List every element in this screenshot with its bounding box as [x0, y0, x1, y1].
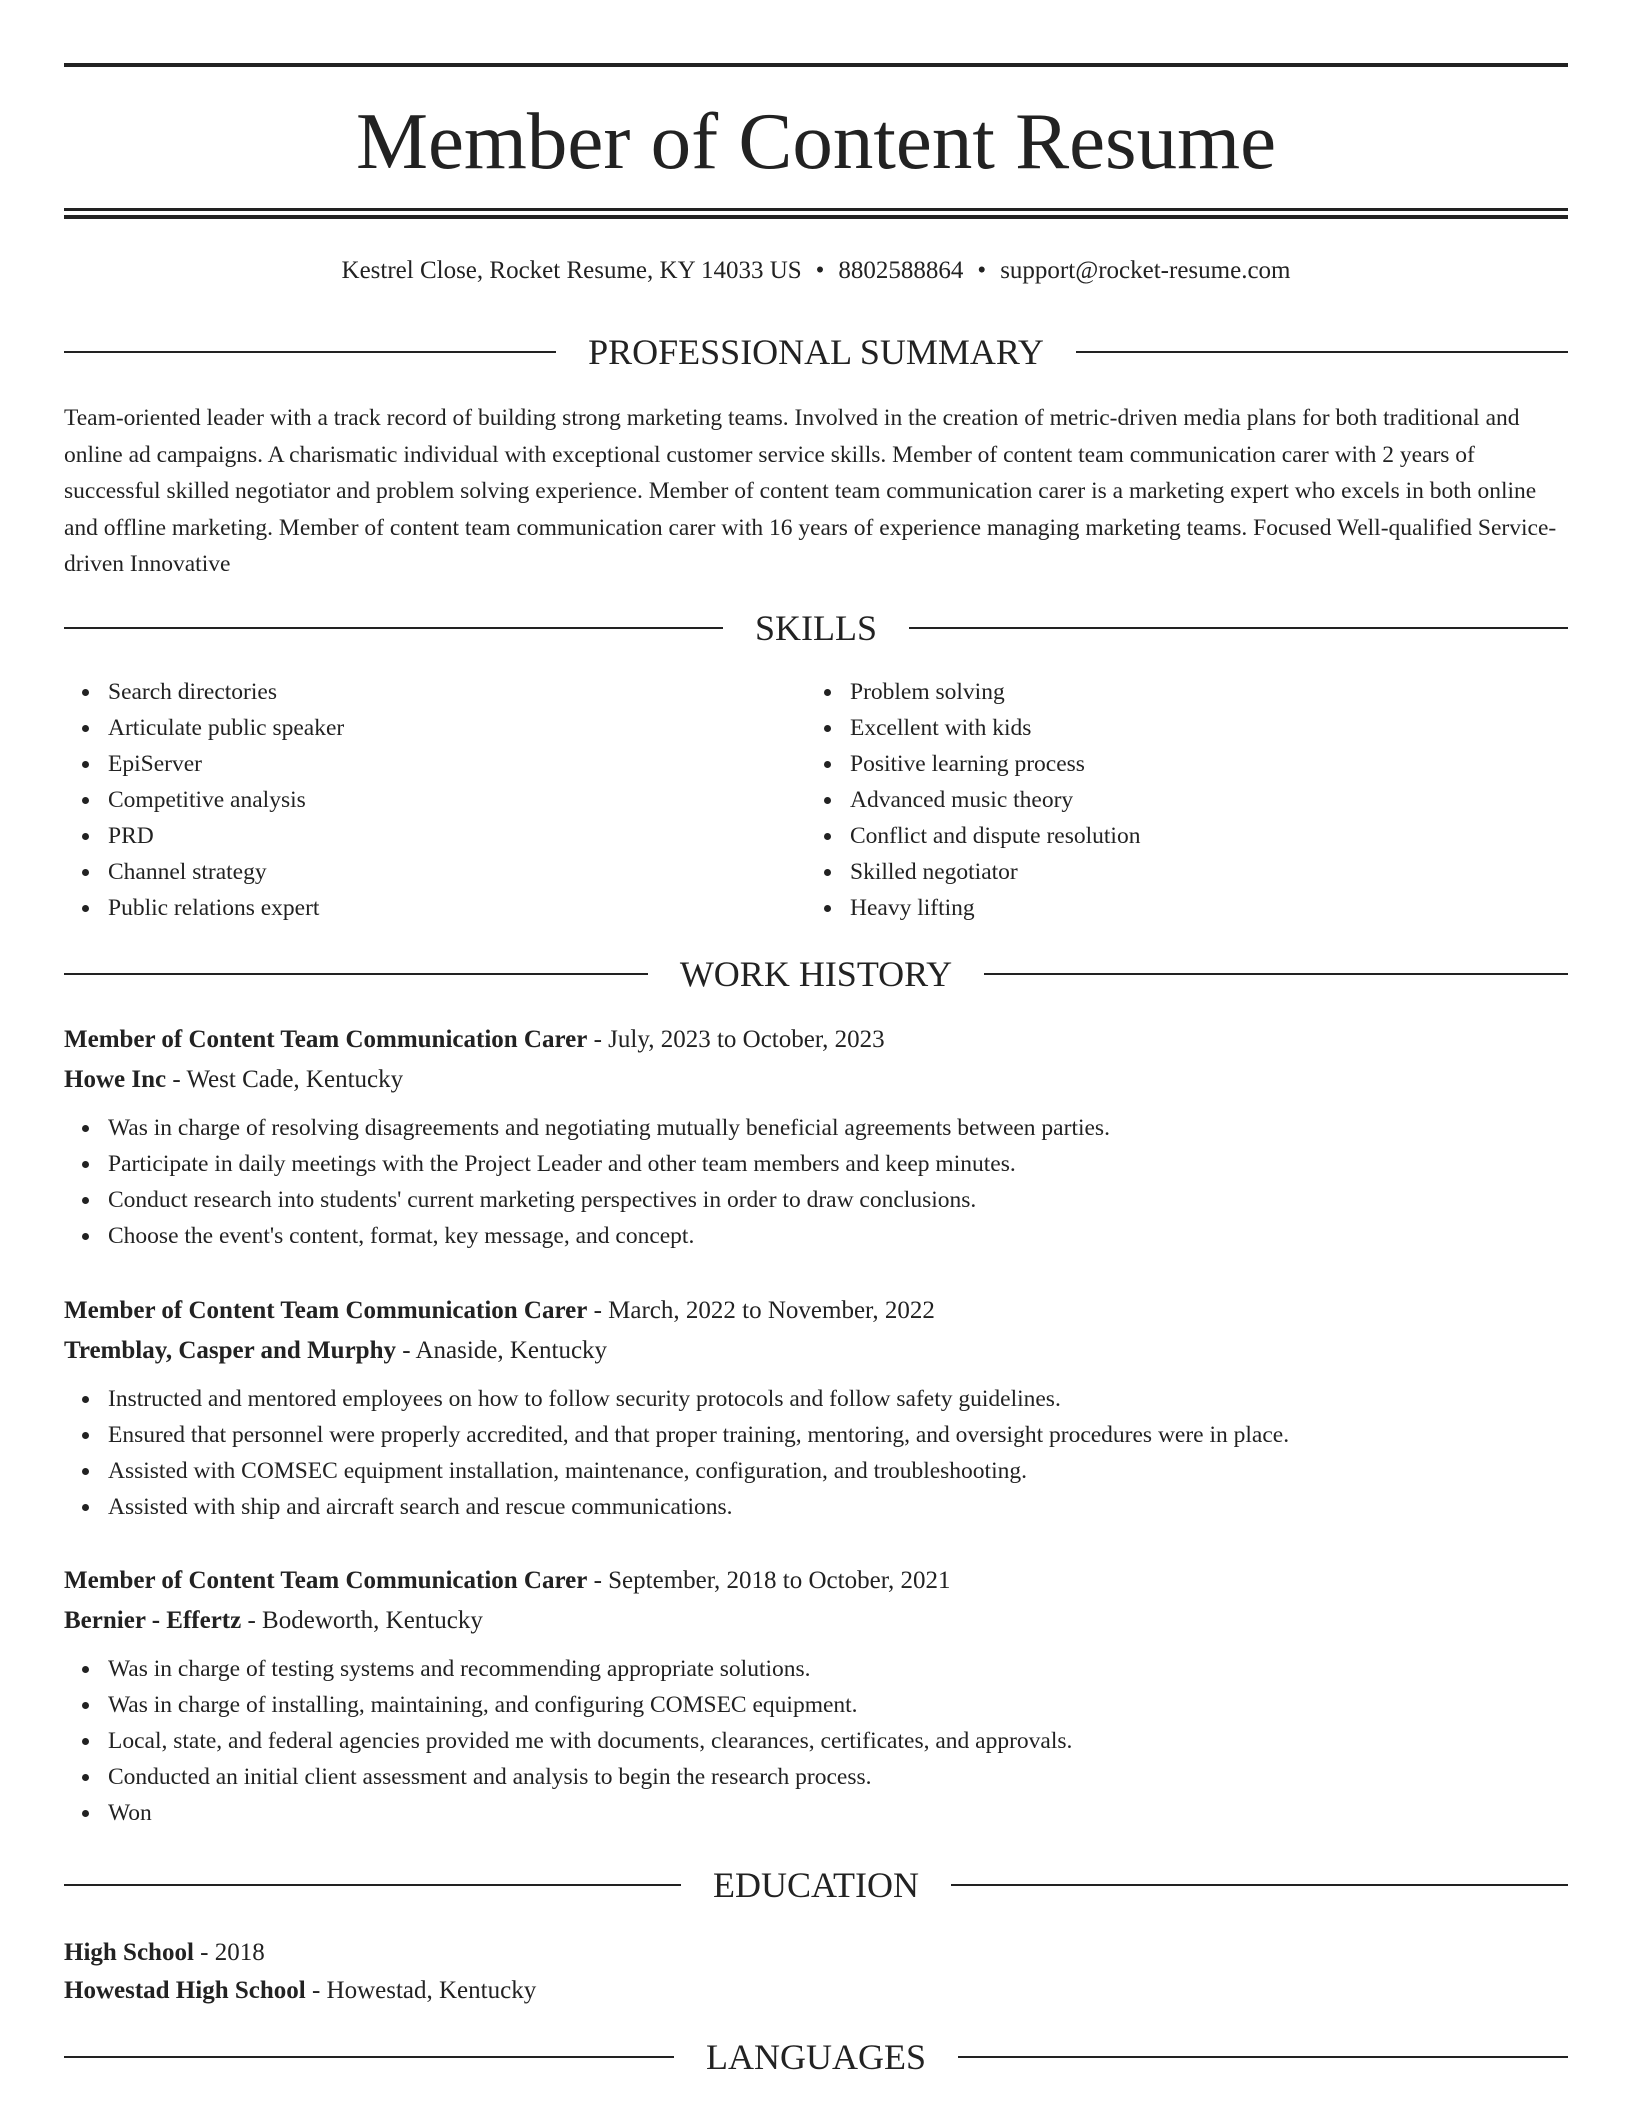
job-company: Bernier - Effertz — [64, 1607, 242, 1634]
job-entry — [64, 1020, 1568, 1254]
job-bullet: Conduct research into students' current marketing perspectives in order to draw conclusions. — [64, 1182, 1568, 1218]
contact-line — [64, 254, 1568, 288]
job-bullets — [64, 1651, 1568, 1831]
job-entry — [64, 1291, 1568, 1525]
section-heading: LANGUAGES — [706, 2037, 926, 2077]
contact-separator: • — [815, 257, 825, 284]
skill-item: Positive learning process — [806, 746, 1548, 782]
contact-separator: • — [977, 257, 987, 284]
section-rule — [64, 2056, 674, 2058]
resume-title: Member of Content Resume — [355, 96, 1277, 186]
section-rule — [64, 1884, 681, 1886]
section-work-history — [64, 952, 1568, 996]
skill-item: Advanced music theory — [806, 782, 1548, 818]
skills-column-left — [64, 674, 806, 926]
job-bullet: Was in charge of resolving disagreements and negotiating mutually beneficial agreements between parties. — [64, 1110, 1568, 1146]
skill-item: Problem solving — [806, 674, 1548, 710]
job-title: Member of Content Team Communication Carer — [64, 1297, 588, 1324]
job-bullet: Conducted an initial client assessment and analysis to begin the research process. — [64, 1759, 1568, 1795]
section-heading: PROFESSIONAL SUMMARY — [588, 332, 1044, 372]
contact-email[interactable]: support@rocket-resume.com — [1000, 257, 1291, 284]
contact-address: Kestrel Close, Rocket Resume, KY 14033 US — [341, 257, 802, 284]
job-bullet: Was in charge of installing, maintaining, and configuring COMSEC equipment. — [64, 1687, 1568, 1723]
job-bullet: Won — [64, 1795, 1568, 1831]
skill-item: Public relations expert — [64, 890, 806, 926]
section-rule — [984, 973, 1568, 975]
job-location: - West Cade, Kentucky — [166, 1066, 404, 1093]
job-bullet: Ensured that personnel were properly accredited, and that proper training, mentoring, and oversight procedures were in place. — [64, 1417, 1568, 1453]
section-education — [64, 1863, 1568, 1907]
job-dates: - July, 2023 to October, 2023 — [587, 1026, 885, 1053]
job-dates: - March, 2022 to November, 2022 — [587, 1297, 935, 1324]
section-rule — [1076, 351, 1568, 353]
section-heading: EDUCATION — [713, 1865, 919, 1905]
job-entry — [64, 1561, 1568, 1831]
skill-item: EpiServer — [64, 746, 806, 782]
job-bullet: Choose the event's content, format, key message, and concept. — [64, 1218, 1568, 1254]
job-location: - Bodeworth, Kentucky — [241, 1607, 483, 1634]
job-location: - Anaside, Kentucky — [396, 1337, 608, 1364]
job-company-line — [64, 1060, 1568, 1100]
job-bullet: Participate in daily meetings with the Project Leader and other team members and keep minutes. — [64, 1146, 1568, 1182]
education-entry — [64, 1934, 1568, 2010]
skill-item: Excellent with kids — [806, 710, 1548, 746]
section-skills — [64, 606, 1568, 650]
skills-list — [64, 674, 1568, 926]
job-title-line — [64, 1020, 1568, 1060]
contact-phone[interactable]: 8802588864 — [838, 257, 964, 284]
job-bullet: Assisted with ship and aircraft search and rescue communications. — [64, 1489, 1568, 1525]
job-bullet: Was in charge of testing systems and recommending appropriate solutions. — [64, 1651, 1568, 1687]
job-company-line — [64, 1331, 1568, 1371]
skill-item: Channel strategy — [64, 854, 806, 890]
job-company-line — [64, 1601, 1568, 1641]
summary-text: Team-oriented leader with a track record of building strong marketing teams. Involved in the creation of metric-driven media plans for both traditional and online ad campaigns. A charismatic individual with exceptional customer service skills. Member of content team communication carer with 2 years of successful skilled negotiator and problem solving experience. Member of content team communication carer is a marketing expert who excels in both online and offline marketing. Member of content team communication carer with 16 years of experience managing marketing teams. Focused Well-qualified Service-driven Innovative — [64, 405, 1557, 577]
job-title-line — [64, 1291, 1568, 1331]
education-school: Howestad High School — [64, 1977, 306, 2004]
job-bullet: Assisted with COMSEC equipment installation, maintenance, configuration, and troubleshooting. — [64, 1453, 1568, 1489]
skill-item: Skilled negotiator — [806, 854, 1548, 890]
job-title: Member of Content Team Communication Carer — [64, 1026, 588, 1053]
top-rule — [64, 63, 1568, 67]
section-rule — [909, 627, 1568, 629]
job-dates: - September, 2018 to October, 2021 — [587, 1567, 951, 1594]
section-rule — [64, 627, 723, 629]
section-heading: SKILLS — [755, 608, 878, 648]
section-rule — [64, 973, 648, 975]
section-rule — [64, 351, 556, 353]
skill-item: PRD — [64, 818, 806, 854]
section-rule — [951, 1884, 1568, 1886]
section-heading: WORK HISTORY — [679, 954, 953, 994]
job-bullets — [64, 1381, 1568, 1525]
job-title: Member of Content Team Communication Carer — [64, 1567, 588, 1594]
section-languages — [64, 2035, 1568, 2079]
education-location: - Howestad, Kentucky — [305, 1977, 537, 2004]
job-bullet: Local, state, and federal agencies provided me with documents, clearances, certificates, and approvals. — [64, 1723, 1568, 1759]
job-title-line — [64, 1561, 1568, 1601]
title-double-rule — [64, 208, 1568, 219]
skill-item: Competitive analysis — [64, 782, 806, 818]
job-company: Tremblay, Casper and Murphy — [64, 1337, 396, 1364]
section-professional-summary — [64, 330, 1568, 374]
job-company: Howe Inc — [64, 1066, 167, 1093]
job-bullet: Instructed and mentored employees on how to follow security protocols and follow safety guidelines. — [64, 1381, 1568, 1417]
job-bullets — [64, 1110, 1568, 1254]
education-degree-line — [64, 1934, 1568, 1972]
skills-column-right — [806, 674, 1548, 926]
skill-item: Search directories — [64, 674, 806, 710]
section-rule — [958, 2056, 1568, 2058]
skill-item: Conflict and dispute resolution — [806, 818, 1548, 854]
education-school-line — [64, 1972, 1568, 2010]
education-year: - 2018 — [193, 1939, 265, 1966]
skill-item: Heavy lifting — [806, 890, 1548, 926]
skill-item: Articulate public speaker — [64, 710, 806, 746]
education-degree: High School — [64, 1939, 194, 1966]
